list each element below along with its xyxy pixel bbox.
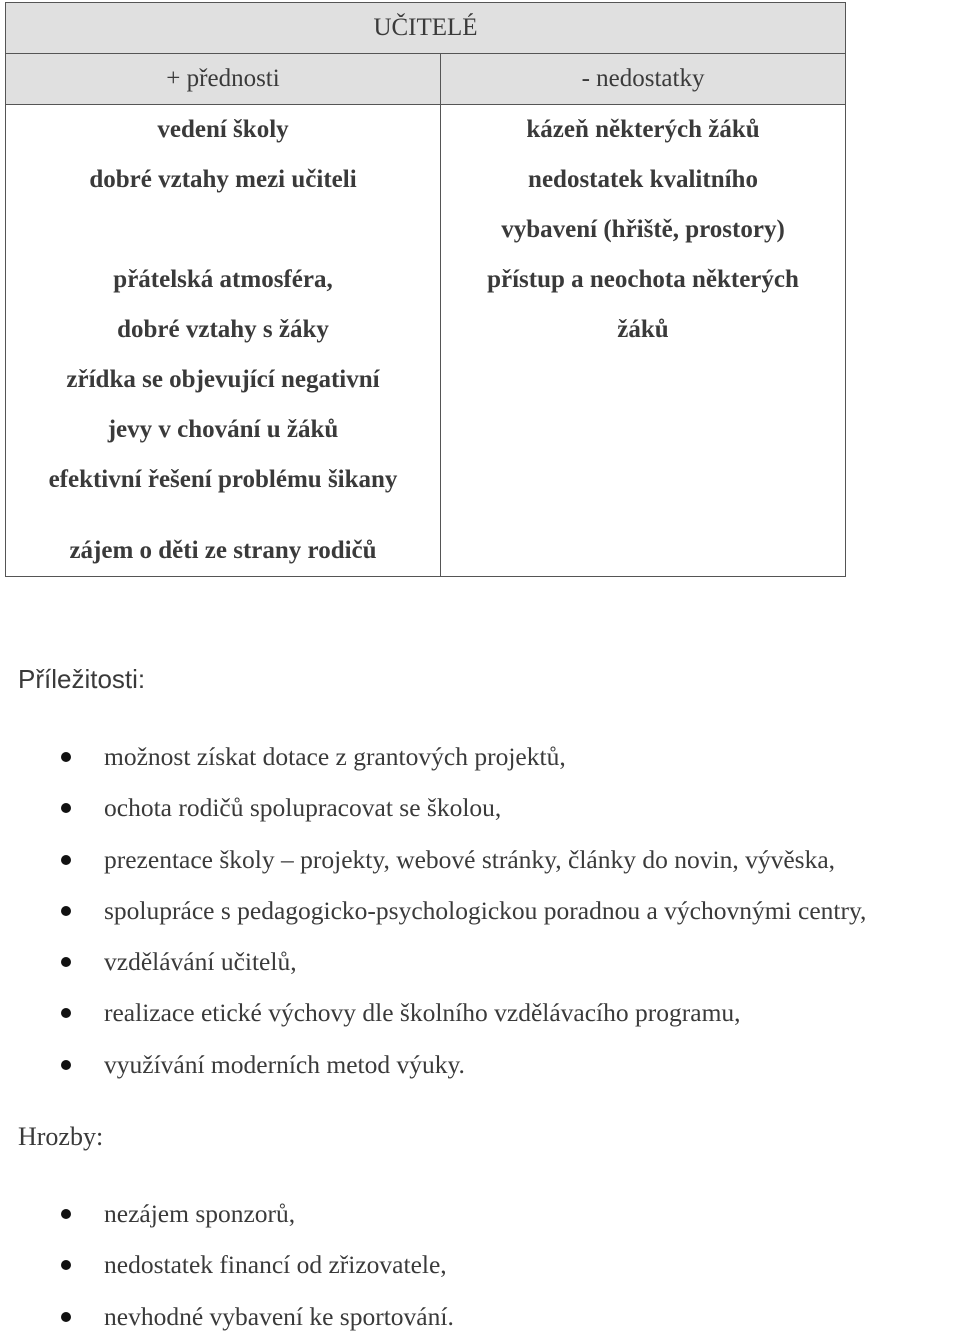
strength-item: efektivní řešení problému šikany: [48, 466, 398, 493]
weakness-item: přístup a neochota některých: [487, 266, 799, 293]
teachers-swot-table: [5, 2, 846, 577]
threats-heading: Hrozby:: [18, 1122, 104, 1151]
bullet-icon: [61, 803, 71, 813]
weaknesses-cell: [441, 105, 846, 577]
threats-list: [0, 1188, 454, 1342]
strength-item: jevy v chování u žáků: [107, 416, 339, 443]
strength-spacer: [6, 505, 440, 526]
bullet-icon: [61, 957, 71, 967]
list-item: nevhodné vybavení ke sportování.: [0, 1291, 454, 1342]
strength-item: dobré vztahy s žáky: [117, 316, 329, 343]
weakness-item: kázeň některých žáků: [526, 116, 760, 143]
list-item: ochota rodičů spolupracovat se školou,: [0, 782, 866, 833]
list-item: spolupráce s pedagogicko-psychologickou poradnou a výchovnými centry,: [0, 885, 866, 936]
list-item: vzdělávání učitelů,: [0, 936, 866, 987]
strength-item: zájem o děti ze strany rodičů: [69, 537, 377, 564]
bullet-icon: [61, 1060, 71, 1070]
list-item: realizace etické výchovy dle školního vzdělávacího programu,: [0, 987, 866, 1038]
strength-item: dobré vztahy mezi učiteli: [89, 166, 357, 193]
strength-item: přátelská atmosféra,: [113, 266, 333, 293]
bullet-icon: [61, 855, 71, 865]
bullet-icon: [61, 752, 71, 762]
list-item: využívání moderních metod výuky.: [0, 1039, 866, 1090]
bullet-icon: [61, 906, 71, 916]
bullet-icon: [61, 1260, 71, 1270]
strengths-cell: [6, 105, 441, 577]
bullet-icon: [61, 1209, 71, 1219]
strengths-header: + přednosti: [6, 54, 441, 105]
weaknesses-header: - nedostatky: [441, 54, 846, 105]
opportunities-list: [0, 731, 866, 1090]
list-item: nedostatek financí od zřizovatele,: [0, 1239, 454, 1290]
opportunities-heading: Příležitosti:: [18, 664, 146, 694]
table-title: UČITELÉ: [6, 3, 846, 54]
bullet-icon: [61, 1312, 71, 1322]
weakness-item: nedostatek kvalitního: [528, 166, 758, 193]
list-item: prezentace školy – projekty, webové stránky, články do novin, vývěska,: [0, 834, 866, 885]
weakness-item: vybavení (hřiště, prostory): [501, 216, 785, 243]
list-item: možnost získat dotace z grantových projektů,: [0, 731, 866, 782]
strength-item: vedení školy: [157, 116, 289, 143]
list-item: nezájem sponzorů,: [0, 1188, 454, 1239]
strength-item: [6, 205, 440, 255]
weakness-item: žáků: [617, 316, 669, 343]
bullet-icon: [61, 1008, 71, 1018]
strength-item: zřídka se objevující negativní: [66, 366, 380, 393]
